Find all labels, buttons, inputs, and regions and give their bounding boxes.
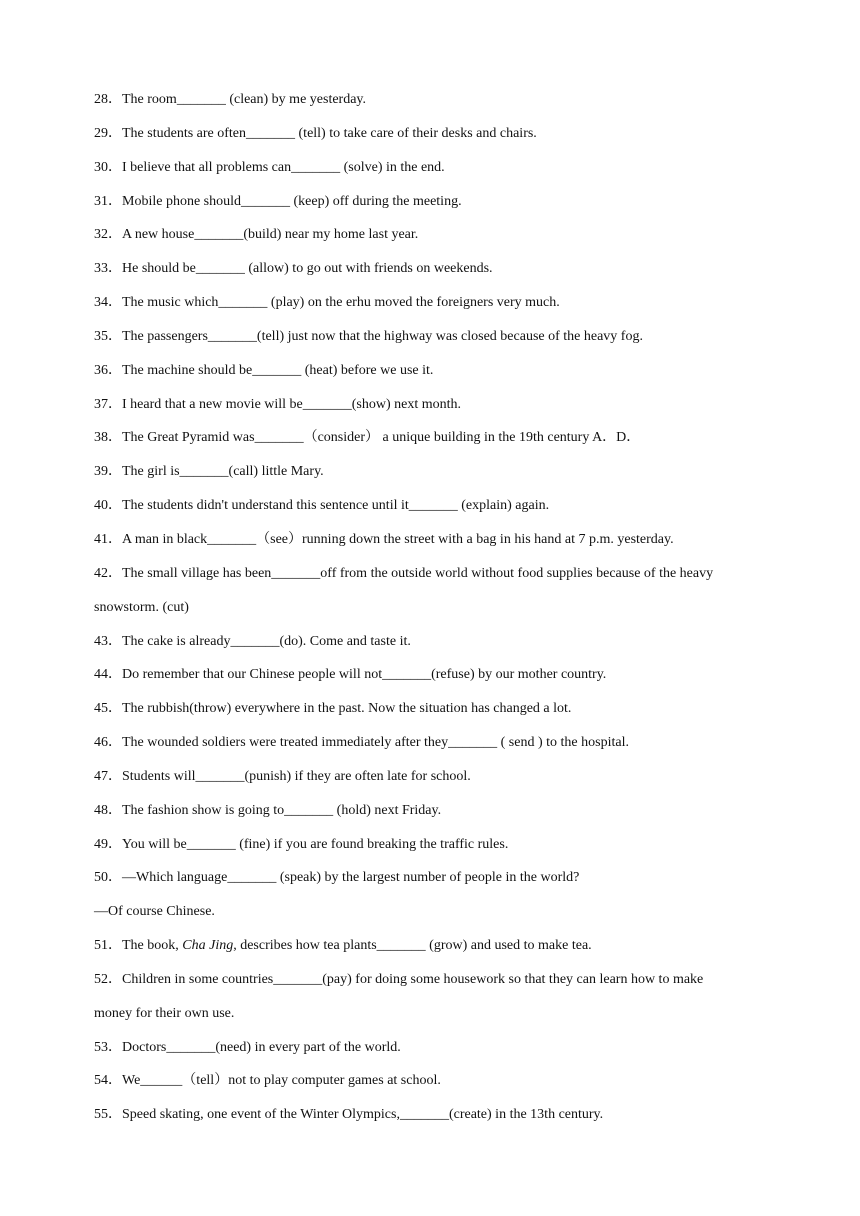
question-text-after: , describes how tea plants_______ (grow) and used to make tea. — [233, 938, 592, 954]
number-separator: ． — [108, 430, 122, 446]
question-text: Doctors_______(need) in every part of the world. — [122, 1039, 401, 1055]
question-51 — [94, 933, 774, 967]
question-55 — [94, 1102, 774, 1136]
question-42 — [94, 561, 774, 595]
question-text: Mobile phone should_______ (keep) off during the meeting. — [122, 193, 462, 209]
number-separator: ． — [108, 667, 122, 683]
question-text: The machine should be_______ (heat) before we use it. — [122, 362, 434, 378]
question-number: 46 — [94, 735, 108, 751]
number-separator: ． — [108, 565, 122, 581]
number-separator: ． — [108, 396, 122, 412]
question-38 — [94, 425, 774, 459]
question-45 — [94, 696, 774, 730]
question-number: 50 — [94, 870, 108, 886]
question-46 — [94, 730, 774, 764]
question-42-continuation — [94, 595, 774, 629]
question-number: 29 — [94, 125, 108, 141]
question-text: You will be_______ (fine) if you are found breaking the traffic rules. — [122, 836, 509, 852]
question-number: 36 — [94, 362, 108, 378]
question-text-continuation: —Of course Chinese. — [94, 904, 215, 920]
question-number: 39 — [94, 464, 108, 480]
question-text: We______（tell）not to play computer games at school. — [122, 1073, 441, 1089]
question-36 — [94, 358, 774, 392]
number-separator: ． — [108, 92, 122, 107]
question-41 — [94, 527, 774, 561]
question-text: Do remember that our Chinese people will not_______(refuse) by our mother country. — [122, 667, 607, 683]
question-31 — [94, 189, 774, 223]
question-number: 28 — [94, 92, 108, 107]
question-text: The small village has been_______off from the outside world without food supplies because of the heavy — [122, 565, 714, 581]
question-text-before: The book, — [122, 938, 183, 954]
question-34 — [94, 290, 774, 324]
number-separator: ． — [108, 261, 122, 277]
question-text: The wounded soldiers were treated immediately after they_______ ( send ) to the hospital. — [122, 735, 629, 751]
question-text: A man in black_______（see）running down the street with a bag in his hand at 7 p.m. yesterday. — [122, 531, 674, 547]
question-48 — [94, 798, 774, 832]
question-text: A new house_______(build) near my home last year. — [122, 227, 419, 243]
number-separator: ． — [108, 362, 122, 378]
question-text: The rubbish(throw) everywhere in the past. Now the situation has changed a lot. — [122, 701, 572, 717]
number-separator: ． — [108, 193, 122, 209]
question-number: 52 — [94, 971, 108, 987]
question-number: 37 — [94, 396, 108, 412]
question-number: 47 — [94, 768, 108, 784]
question-49 — [94, 832, 774, 866]
question-52 — [94, 967, 774, 1001]
question-text-continuation: money for their own use. — [94, 1005, 235, 1021]
question-number: 48 — [94, 802, 108, 818]
question-text: —Which language_______ (speak) by the largest number of people in the world? — [122, 870, 580, 886]
question-text: Children in some countries_______(pay) for doing some housework so that they can learn how to make — [122, 971, 704, 987]
question-number: 38 — [94, 430, 108, 446]
question-47 — [94, 764, 774, 798]
question-50 — [94, 865, 774, 899]
question-number: 41 — [94, 531, 108, 547]
question-43 — [94, 629, 774, 663]
question-number: 49 — [94, 836, 108, 852]
number-separator: ． — [108, 870, 122, 886]
question-52-continuation — [94, 1001, 774, 1035]
question-30 — [94, 155, 774, 189]
question-54 — [94, 1068, 774, 1102]
question-number: 35 — [94, 328, 108, 344]
question-32 — [94, 222, 774, 256]
number-separator: ． — [108, 125, 122, 141]
question-text: The students are often_______ (tell) to take care of their desks and chairs. — [122, 125, 537, 141]
number-separator: ． — [108, 938, 122, 954]
number-separator: ． — [108, 531, 122, 547]
question-number: 44 — [94, 667, 108, 683]
question-39 — [94, 459, 774, 493]
number-separator: ． — [108, 802, 122, 818]
question-text: Students will_______(punish) if they are often late for school. — [122, 768, 471, 784]
number-separator: ． — [108, 971, 122, 987]
question-number: 40 — [94, 498, 108, 514]
number-separator: ． — [108, 1107, 122, 1123]
question-text: I believe that all problems can_______ (solve) in the end. — [122, 159, 445, 175]
number-separator: ． — [108, 464, 122, 480]
question-text: The Great Pyramid was_______（consider） a unique building in the 19th century A．D． — [122, 430, 641, 446]
question-number: 30 — [94, 159, 108, 175]
question-number: 54 — [94, 1073, 108, 1089]
number-separator: ． — [108, 836, 122, 852]
question-text: The passengers_______(tell) just now that the highway was closed because of the heavy fog. — [122, 328, 643, 344]
question-50-continuation — [94, 899, 774, 933]
question-text: The girl is_______(call) little Mary. — [122, 464, 324, 480]
question-40 — [94, 493, 774, 527]
number-separator: ． — [108, 633, 122, 649]
number-separator: ． — [108, 295, 122, 311]
question-text: The room_______ (clean) by me yesterday. — [122, 92, 367, 107]
question-number: 55 — [94, 1107, 108, 1123]
question-29 — [94, 121, 774, 155]
question-number: 33 — [94, 261, 108, 277]
question-text: The music which_______ (play) on the erhu moved the foreigners very much. — [122, 295, 560, 311]
number-separator: ． — [108, 768, 122, 784]
number-separator: ． — [108, 1073, 122, 1089]
question-37 — [94, 392, 774, 426]
question-number: 45 — [94, 701, 108, 717]
number-separator: ． — [108, 159, 122, 175]
question-text: The students didn't understand this sentence until it_______ (explain) again. — [122, 498, 550, 514]
question-35 — [94, 324, 774, 358]
question-list — [94, 87, 774, 1136]
question-text: Speed skating, one event of the Winter Olympics,_______(create) in the 13th century. — [122, 1107, 604, 1123]
question-text-continuation: snowstorm. (cut) — [94, 599, 189, 615]
question-33 — [94, 256, 774, 290]
book-title: Cha Jing — [182, 938, 234, 954]
number-separator: ． — [108, 1039, 122, 1055]
question-text: The cake is already_______(do). Come and taste it. — [122, 633, 411, 649]
number-separator: ． — [108, 701, 122, 717]
question-number: 43 — [94, 633, 108, 649]
question-number: 32 — [94, 227, 108, 243]
question-28 — [94, 87, 774, 121]
question-53 — [94, 1035, 774, 1069]
question-number: 31 — [94, 193, 108, 209]
number-separator: ． — [108, 227, 122, 243]
question-number: 53 — [94, 1039, 108, 1055]
question-44 — [94, 662, 774, 696]
number-separator: ． — [108, 735, 122, 751]
question-text: He should be_______ (allow) to go out with friends on weekends. — [122, 261, 493, 277]
question-number: 51 — [94, 938, 108, 954]
question-number: 34 — [94, 295, 108, 311]
question-number: 42 — [94, 565, 108, 581]
number-separator: ． — [108, 498, 122, 514]
number-separator: ． — [108, 328, 122, 344]
question-text: The fashion show is going to_______ (hold) next Friday. — [122, 802, 442, 818]
question-text: I heard that a new movie will be_______(show) next month. — [122, 396, 462, 412]
